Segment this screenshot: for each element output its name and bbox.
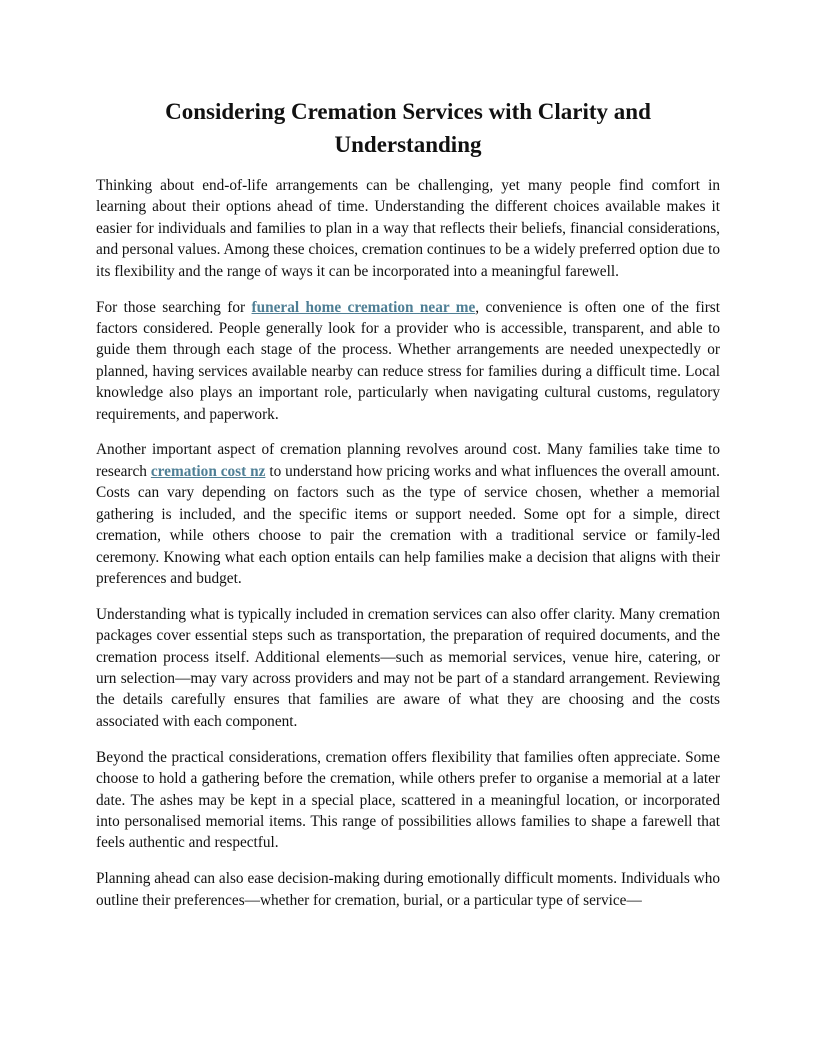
paragraph-text: Another important aspect of cremation planning revolves around cost. Many families take time to research <box>96 441 720 480</box>
page-title: Considering Cremation Services with Clarity and Understanding <box>165 99 651 157</box>
paragraph-funeral-home <box>96 297 720 425</box>
paragraph-inclusions: Understanding what is typically included in cremation services can also offer clarity. Many cremation packages cover essential steps such as transportation, the preparation of required documents, and the cremation process itself. Additional elements—such as memorial services, venue hire, catering, or urn selection—may vary across providers and may not be part of a standard arrangement. Reviewing the details carefully ensures that families are aware of what they are choosing and the costs associated with each component. <box>96 605 720 730</box>
paragraph-text: For those searching for <box>96 298 252 316</box>
paragraph-planning: Planning ahead can also ease decision-making during emotionally difficult moments. Individuals who outline their preferences—whether for cremation, burial, or a particular type of service— <box>96 870 720 909</box>
funeral-home-cremation-link[interactable]: funeral home cremation near me <box>251 298 476 316</box>
paragraph-text: , convenience is often one of the first factors considered. People generally look for a provider who is accessible, transparent, and able to guide them through each stage of the process. Whether arrangements are needed unexpectedly or planned, having services available nearby can reduce stress for families during a difficult time. Local knowledge also plays an important role, particularly when navigating cultural customs, regulatory requirements, and paperwork. <box>96 298 720 423</box>
paragraph-flexibility: Beyond the practical considerations, cremation offers flexibility that families often appreciate. Some choose to hold a gathering before the cremation, while others prefer to organise a memorial at a later date. The ashes may be kept in a special place, scattered in a meaningful location, or incorporated into personalised memorial items. This range of possibilities allows families to shape a farewell that feels authentic and respectful. <box>96 748 720 852</box>
cremation-cost-link[interactable]: cremation cost nz <box>150 462 266 480</box>
paragraph-cost <box>96 439 720 589</box>
paragraph-text: to understand how pricing works and what influences the overall amount. Costs can vary depending on factors such as the type of service chosen, whether a memorial gathering is included, and the specific items or support needed. Some opt for a simple, direct cremation, while others choose to pair the cremation with a traditional service or family-led ceremony. Knowing what each option entails can help families make a decision that aligns with their preferences and budget. <box>96 462 720 587</box>
paragraph-intro: Thinking about end-of-life arrangements can be challenging, yet many people find comfort in learning about their options ahead of time. Understanding the different choices available makes it easier for individuals and families to plan in a way that reflects their beliefs, financial considerations, and personal values. Among these choices, cremation continues to be a widely preferred option due to its flexibility and the range of ways it can be incorporated into a meaningful farewell. <box>96 177 721 280</box>
